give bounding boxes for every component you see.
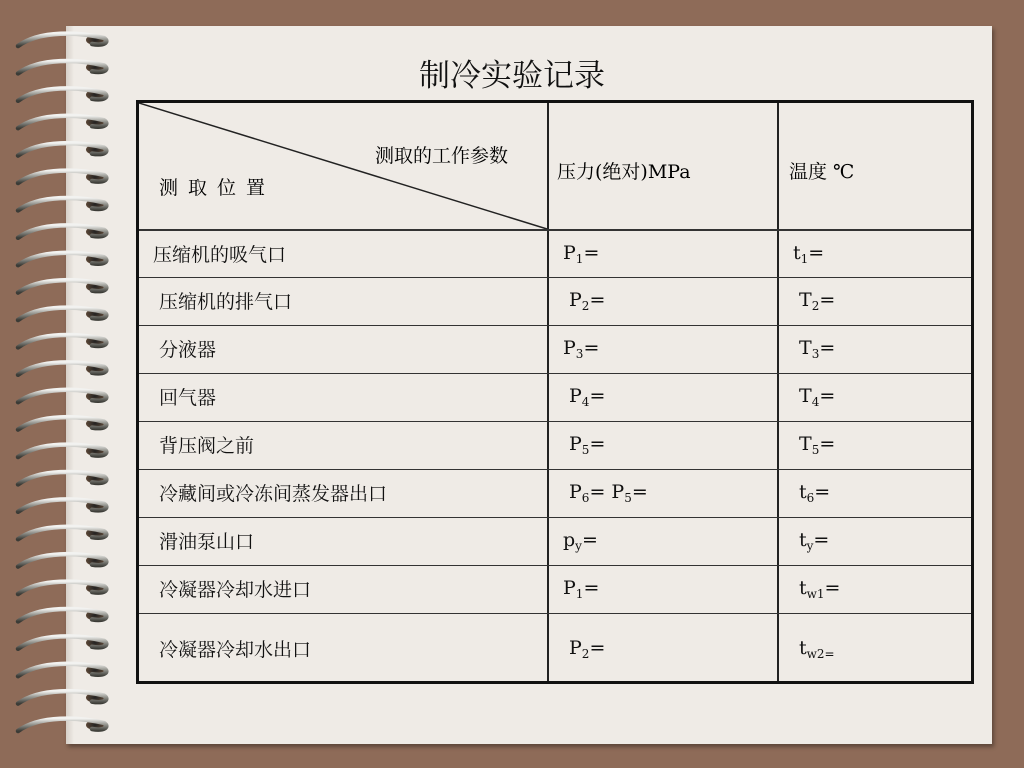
pressure-symbol: P	[563, 337, 576, 359]
pressure-equals: = P	[589, 481, 625, 503]
page-title: 制冷实验记录	[419, 58, 605, 94]
temperature-cell	[799, 529, 829, 553]
temperature-subscript: w1	[806, 587, 825, 601]
pressure-equals: =	[583, 577, 600, 599]
temperature-cell	[793, 242, 824, 266]
temperature-equals: =	[819, 337, 836, 359]
temperature-symbol: t	[799, 529, 807, 551]
pressure-symbol: P	[569, 289, 582, 311]
temperature-symbol: T	[799, 289, 812, 311]
pressure-equals: =	[583, 242, 600, 264]
location-cell: 压缩机的吸气口	[153, 244, 287, 266]
temperature-cell	[799, 577, 840, 601]
pressure-cell	[563, 242, 599, 266]
pressure-equals: =	[581, 529, 598, 551]
pressure-header: 压力(绝对)MPa	[557, 161, 691, 183]
location-cell: 分液器	[159, 339, 217, 361]
row-divider	[139, 373, 971, 374]
pressure-equals: =	[589, 433, 606, 455]
pressure-subscript: 6	[581, 491, 590, 505]
pressure-equals: =	[589, 636, 606, 659]
temperature-header: 温度 ℃	[789, 161, 855, 183]
temperature-symbol: T	[799, 433, 812, 455]
pressure-subscript: y	[575, 539, 582, 553]
pressure-equals: =	[583, 337, 600, 359]
pressure-subscript: 1	[575, 587, 584, 601]
temperature-symbol: t	[799, 577, 807, 599]
temperature-cell	[799, 289, 835, 313]
temperature-subscript: 6	[806, 491, 815, 505]
temperature-equals: =	[819, 385, 836, 407]
pressure-symbol: P	[569, 481, 582, 503]
temperature-subscript: 1	[800, 252, 809, 266]
corner-location-label: 测取位置	[159, 177, 276, 199]
row-divider	[139, 229, 971, 231]
temperature-symbol: T	[799, 385, 812, 407]
row-divider	[139, 325, 971, 326]
location-cell: 背压阀之前	[159, 435, 255, 457]
temperature-cell	[799, 385, 835, 409]
pressure-equals-2: =	[631, 481, 648, 503]
row-divider	[139, 517, 971, 518]
temperature-equals: =	[819, 289, 836, 311]
pressure-cell	[569, 637, 605, 661]
pressure-subscript: 1	[575, 252, 584, 266]
temperature-subscript: 2	[811, 299, 820, 313]
pressure-subscript: 2	[581, 646, 590, 661]
pressure-symbol: P	[569, 433, 582, 455]
temperature-equals: =	[814, 481, 831, 503]
temperature-symbol: t	[793, 242, 801, 264]
temperature-subscript: 5	[811, 443, 820, 457]
temperature-symbol: t	[799, 636, 807, 659]
row-divider	[139, 613, 971, 614]
temperature-equals: =	[819, 433, 836, 455]
pressure-cell	[563, 577, 599, 601]
pressure-subscript: 3	[575, 347, 584, 361]
temperature-equals: =	[813, 529, 830, 551]
temperature-cell	[799, 481, 830, 505]
pressure-symbol: p	[563, 529, 576, 551]
pressure-cell	[569, 385, 605, 409]
location-cell: 压缩机的排气口	[159, 291, 293, 313]
temperature-equals: =	[824, 577, 841, 599]
pressure-equals: =	[589, 385, 606, 407]
location-cell: 冷藏间或冷冻间蒸发器出口	[159, 483, 388, 505]
pressure-symbol: P	[563, 577, 576, 599]
corner-param-label: 测取的工作参数	[375, 145, 509, 167]
row-divider	[139, 421, 971, 422]
pressure-subscript: 2	[581, 299, 590, 313]
pressure-equals: =	[589, 289, 606, 311]
pressure-cell	[569, 433, 605, 457]
temperature-equals: =	[808, 242, 825, 264]
pressure-cell	[563, 337, 599, 361]
column-divider	[547, 103, 549, 681]
temperature-cell	[799, 637, 835, 661]
location-cell: 滑油泵山口	[159, 531, 255, 553]
temperature-subscript: y	[806, 539, 814, 553]
location-cell: 冷凝器冷却水进口	[159, 579, 312, 601]
row-divider	[139, 565, 971, 566]
pressure-cell	[569, 481, 648, 505]
temperature-subscript: 3	[811, 347, 820, 361]
column-divider	[777, 103, 779, 681]
pressure-symbol: P	[569, 636, 582, 659]
pressure-symbol: P	[563, 242, 576, 264]
pressure-subscript: 5	[581, 443, 590, 457]
location-cell: 冷凝器冷却水出口	[159, 638, 312, 661]
pressure-symbol: P	[569, 385, 582, 407]
pressure-subscript: 4	[581, 395, 590, 409]
temperature-cell	[799, 337, 835, 361]
pressure-subscript-2: 5	[624, 491, 632, 505]
temperature-symbol: t	[799, 481, 807, 503]
temperature-subscript: w2=	[806, 646, 835, 661]
temperature-subscript: 4	[811, 395, 820, 409]
record-table	[136, 100, 974, 684]
temperature-symbol: T	[799, 337, 812, 359]
temperature-cell	[799, 433, 835, 457]
row-divider	[139, 469, 971, 470]
row-divider	[139, 277, 971, 278]
pressure-cell	[569, 289, 605, 313]
pressure-cell	[563, 529, 598, 553]
spiral-binding	[0, 28, 120, 748]
location-cell: 回气器	[159, 387, 217, 409]
